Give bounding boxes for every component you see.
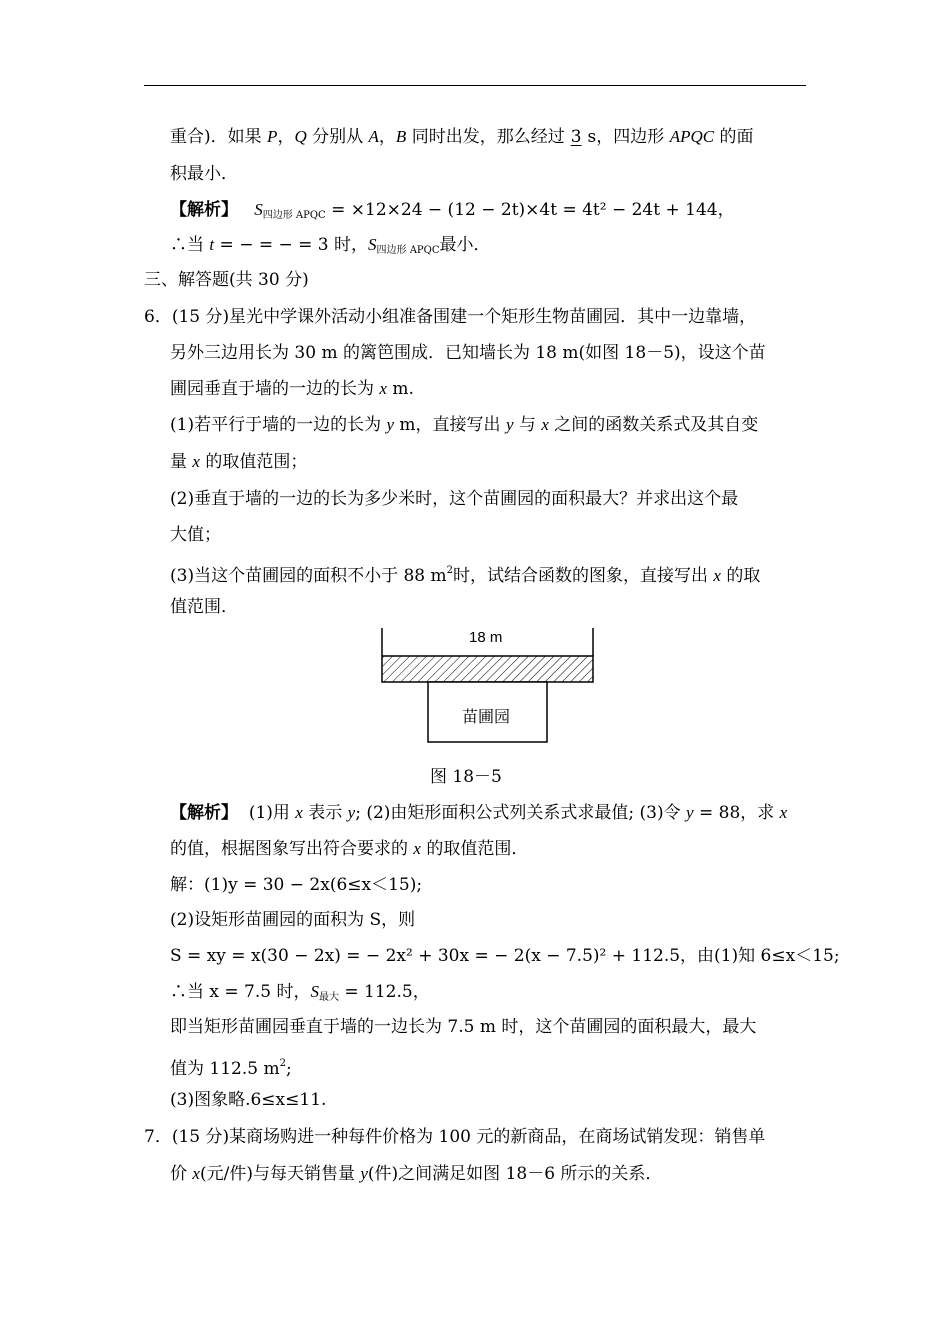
q6-part1-line-2: 量 x 的取值范围； [170,452,308,472]
q6-analysis-line-1: 【解析】 (1)用 x 表示 y; (2)由矩形面积公式列关系式求最值; (3)令 y = 88，求 x [170,803,788,823]
wall-hatched [382,656,593,682]
q6-part3-line-1: (3)当这个苗圃园的面积不小于 88 $m^2$时，试结合函数的图象，直接写出 x 的取 [170,565,761,586]
header-rule [144,85,806,86]
q7-line-1: 7．(15 分)某商场购进一种每件价格为 100 元的新商品，在商场试销发现：销售单 [144,1127,766,1147]
prev-problem-line-1: 重合)．如果 P，Q 分别从 A，B 同时出发，那么经过 3 s，四边形 APQC 的面 [170,127,754,147]
q6-part2-line-1: (2)垂直于墙的一边的长为多少米时，这个苗圃园的面积最大？并求出这个最 [170,489,739,509]
q6-analysis-line-2: 的值，根据图象写出符合要求的 x 的取值范围． [170,839,529,859]
q6-part2-line-2: 大值； [170,525,221,545]
garden-label: 苗圃园 [462,707,511,726]
q6-solution-line-1: 解：(1)y = 30 − 2x(6≤x＜15); [170,875,423,895]
section-heading: 三、解答题(共 30 分) [144,270,309,290]
answer-blank: 3 [570,127,582,147]
wall-length-label: 18 m [469,629,503,646]
q6-line-3: 圃园垂直于墙的一边的长为 x m. [170,379,414,399]
q6-solution-line-2: (2)设矩形苗圃园的面积为 S，则 [170,910,416,930]
q6-solution-line-3: S = xy = x(30 − 2x) = − 2x² + 30x = − 2(x − 7.5)² + 112.5，由(1)知 6≤x＜15; [170,946,840,966]
q7-line-2: 价 x(元/件)与每天销售量 y(件)之间满足如图 18－6 所示的关系． [170,1164,663,1184]
q6-part3-line-2: 值范围． [170,597,238,617]
figure-caption: 图 18－5 [430,767,502,787]
q6-solution-line-5: 即当矩形苗圃园垂直于墙的一边长为 7.5 m 时，这个苗圃园的面积最大，最大 [170,1017,757,1037]
analysis-label: 【解析】 [170,200,238,220]
q6-line-2: 另外三边用长为 30 m 的篱笆围成．已知墙长为 18 m(如图 18－5)，设这个苗 [170,343,766,363]
q6-solution-line-6: 值为 112.5 $m^2$; [170,1058,292,1079]
q6-solution-line-7: (3)图象略.6≤x≤11. [170,1090,327,1110]
q6-line-1: 6．(15 分)星光中学课外活动小组准备围建一个矩形生物苗圃园．其中一边靠墙， [144,307,757,327]
prev-analysis: 【解析】 $S_{四边形 APQC} = \times 12\times 24 - (12 - 2t)\times 4t = 4t^2 - 24t + 144$， [170,200,735,221]
q6-solution-line-4: ∴当 x = 7.5 时，$S_{最大} = 112.5$， [170,982,430,1003]
prev-problem-line-2: 积最小． [170,164,238,184]
prev-therefore: ∴当 t = − = − = 3 时，$S_{四边形 APQC}$最小． [170,235,491,256]
q6-part1-line-1: (1)若平行于墙的一边的长为 y m，直接写出 y 与 x 之间的函数关系式及其自变 [170,415,759,435]
